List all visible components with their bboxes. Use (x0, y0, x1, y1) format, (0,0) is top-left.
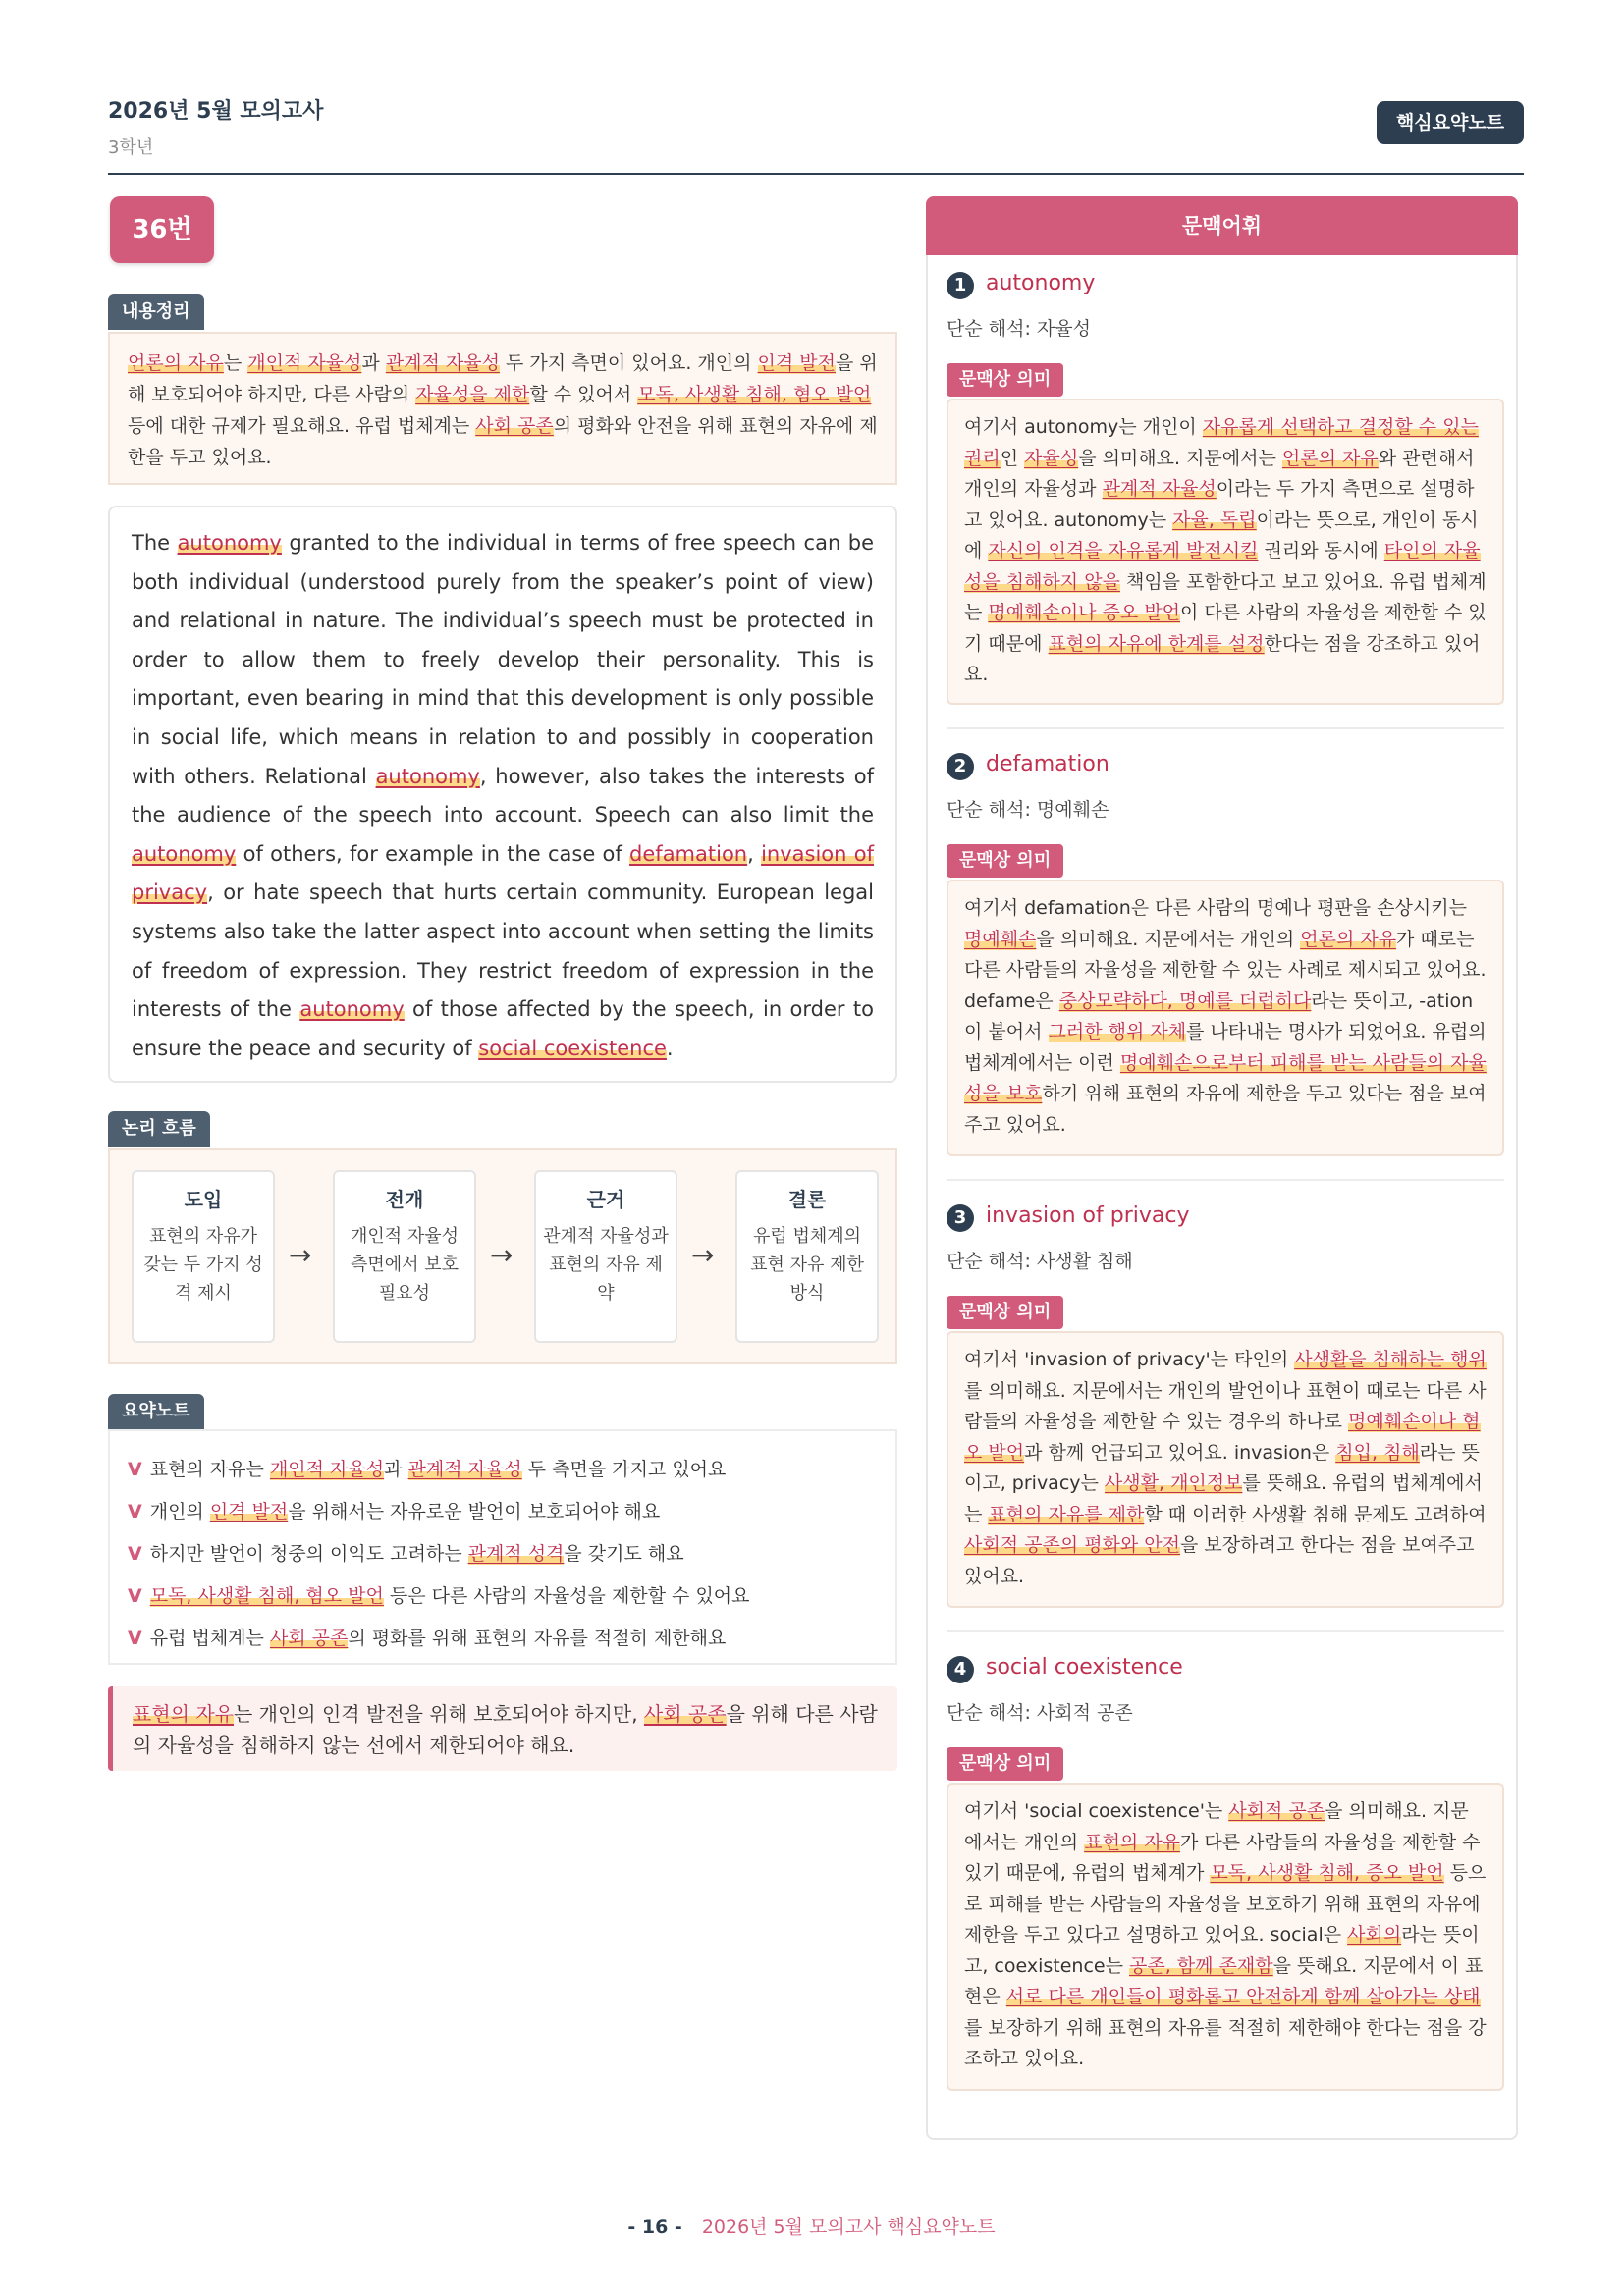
vocab-number: 3 (947, 1204, 974, 1232)
vocab-number: 2 (947, 753, 974, 780)
vocab-simple-meaning: 단순 해석: 사회적 공존 (947, 1702, 1133, 1724)
highlighted-term: 인격 발전 (757, 352, 836, 374)
text-segment: 할 때 이러한 사생활 침해 문제도 고려하여 (1144, 1503, 1487, 1525)
highlighted-term: defamation (629, 841, 748, 866)
note-text (150, 1628, 727, 1649)
highlighted-term: 모독, 사생활 침해, 혐오 발언 (149, 1585, 384, 1607)
text-segment: 개인의 (149, 1501, 210, 1522)
text-segment: 이 다른 사람의 자율성을 제한할 수 있기 때문에 (964, 602, 1487, 655)
text-segment: 을 의미해요. 지문에서는 개인의 (1036, 928, 1301, 950)
footer-title: 2026년 5월 모의고사 핵심요약노트 (701, 2216, 996, 2238)
text-segment: 을 갖기도 해요 (564, 1543, 684, 1565)
check-icon: V (128, 1628, 142, 1649)
highlighted-term: 관계적 자율성 (407, 1459, 522, 1480)
text-segment: 가 다른 사람들의 자율성을 제한할 수 있기 때문에, 유럽의 법체계가 (964, 1831, 1481, 1884)
highlighted-term: 중상모략하다, 명예를 더럽히다 (1058, 989, 1312, 1012)
note-item (128, 1533, 878, 1575)
flow-step-evidence (534, 1170, 677, 1343)
highlighted-term: 모독, 사생활 침해, 증오 발언 (1210, 1862, 1444, 1884)
text-segment: of others, for example in the case of (236, 841, 630, 866)
text-segment: 를 의미해요. 지문에서는 개인의 발언이나 표현이 때로는 다른 사람들의 자율성을 제한할 수 있는 경우의 하나로 (964, 1379, 1487, 1432)
content-summary-tag: 내용정리 (108, 294, 204, 330)
context-meaning-tag: 문맥상 의미 (947, 363, 1063, 397)
vocab-context-box (947, 1783, 1504, 2091)
text-segment: 과 (384, 1459, 408, 1480)
highlighted-term: 사회 공존 (269, 1628, 349, 1649)
highlighted-term: 사회 공존 (475, 415, 554, 437)
note-item (128, 1491, 878, 1533)
text-segment: , however, also takes the interests of the audience of the speech into account. Speech can also limit the (132, 764, 875, 828)
grade-label: 3학년 (108, 137, 154, 158)
flow-step-title: 도입 (184, 1188, 223, 1211)
highlighted-term: 타인의 자율성을 침해하지 않을 (964, 540, 1481, 593)
vocab-context-box (947, 1331, 1504, 1608)
highlighted-term: 사회 공존 (643, 1702, 727, 1726)
summary-notes-list (108, 1429, 897, 1665)
highlighted-term: 명예훼손 (964, 928, 1037, 950)
highlighted-term: 개인적 자율성 (269, 1459, 385, 1480)
highlighted-term: 표현의 자유 (1084, 1831, 1181, 1853)
text-segment: 를 뜻해요. 유럽의 법체계에서는 (964, 1472, 1483, 1525)
context-meaning-tag: 문맥상 의미 (947, 844, 1063, 878)
highlighted-term: 자유롭게 선택하고 결정할 수 있는 권리 (964, 416, 1479, 469)
text-segment: 는 개인의 인격 발전을 위해 보호되어야 하지만, (233, 1702, 644, 1726)
text-segment: 등으로 피해를 받는 사람들의 자율성을 보호하기 위해 표현의 자유에 제한을 두고 있다고 설명하고 있어요. social은 (964, 1862, 1487, 1946)
text-segment: 는 (223, 352, 248, 374)
flow-step-development (333, 1170, 476, 1343)
flow-step-desc: 표현의 자유가 갖는 두 가지 성격 제시 (143, 1226, 263, 1304)
text-segment: granted to the individual in terms of free speech can be both individual (understood purely from the speaker’s point of view) and relational in nature. The individual’s speech must be protected in order to allow them to freely develop their personality. This is important, even bearing in mind that this development is only possible in social life, which means in relation to and possibly in cooperation with others. Relational (132, 531, 875, 788)
text-segment: 유럽 법체계는 (149, 1628, 270, 1649)
highlighted-term: 사생활, 개인정보 (1104, 1472, 1243, 1494)
content-summary-text (128, 347, 878, 473)
text-segment: 하지만 발언이 청중의 이익도 고려하는 (149, 1543, 468, 1565)
vocab-simple-meaning: 단순 해석: 사생활 침해 (947, 1251, 1133, 1272)
text-segment: 이라는 두 가지 측면으로 설명하고 있어요. autonomy는 (964, 478, 1475, 531)
highlighted-term: 표현의 자유에 한계를 설정 (1048, 632, 1265, 655)
text-segment: 을 보장하려고 한다는 점을 보여주고 있어요. (964, 1534, 1475, 1587)
text-segment: of those affected by the speech, in order to ensure the peace and security of (132, 997, 874, 1060)
text-segment: 의 평화와 안전을 위해 표현의 자유에 제한을 두고 있어요. (128, 415, 878, 468)
text-segment: 여기서 'social coexistence'는 (964, 1800, 1229, 1822)
highlighted-term: invasion of privacy (132, 841, 874, 905)
highlighted-term: 표현의 자유를 제한 (988, 1503, 1145, 1525)
text-segment: 을 의미해요. 지문에서는 개인의 (964, 1800, 1469, 1853)
highlighted-term: 인격 발전 (209, 1501, 289, 1522)
note-text (150, 1459, 727, 1480)
highlighted-term: 개인적 자율성 (247, 352, 362, 374)
check-icon: V (128, 1585, 142, 1607)
passage-text (132, 524, 874, 1068)
highlighted-term: 침입, 침해 (1335, 1441, 1420, 1464)
text-segment: 와 관련해서 개인의 자율성과 (964, 447, 1475, 500)
text-segment: 여기서 autonomy는 개인이 (964, 416, 1203, 438)
text-segment: 라는 뜻이고, -ation이 붙어서 (964, 989, 1474, 1042)
vocab-context-text (964, 412, 1487, 691)
flow-step-conclusion (735, 1170, 879, 1343)
highlighted-term: 자율성을 제한 (415, 384, 530, 405)
note-text (150, 1585, 750, 1607)
vocab-context-text (964, 1796, 1487, 2075)
flow-step-desc: 유럽 법체계의 표현 자유 제한 방식 (750, 1226, 864, 1304)
text-segment: . (666, 1036, 674, 1060)
highlighted-term: 명예훼손이나 증오 발언 (988, 602, 1181, 623)
vocab-word: defamation (986, 752, 1109, 776)
highlighted-term: 자율성 (1024, 447, 1079, 469)
text-segment: 의 평화를 위해 표현의 자유를 적절히 제한해요 (348, 1628, 727, 1649)
highlighted-term: 표현의 자유 (133, 1702, 234, 1726)
highlighted-term: 자율, 독립 (1172, 508, 1257, 531)
english-passage (108, 506, 897, 1083)
vocab-divider (947, 1630, 1504, 1632)
text-segment: 두 가지 측면이 있어요. 개인의 (499, 352, 758, 374)
vocab-context-text (964, 1345, 1487, 1592)
text-segment: 를 보장하기 위해 표현의 자유를 적절히 제한해야 한다는 점을 강조하고 있어요. (964, 2016, 1487, 2069)
note-text (150, 1543, 684, 1565)
check-icon: V (128, 1459, 142, 1480)
vocab-word: social coexistence (986, 1655, 1183, 1680)
text-segment: 과 (361, 352, 386, 374)
logic-flow-tag: 논리 흐름 (108, 1111, 210, 1147)
text-segment: 등에 대한 규제가 필요해요. 유럽 법체계는 (128, 415, 476, 437)
page-number: - 16 - (627, 2216, 682, 2238)
vocab-divider (947, 727, 1504, 729)
text-segment: 을 의미해요. 지문에서는 (1078, 447, 1282, 469)
note-item (128, 1575, 878, 1618)
text-segment: 등은 다른 사람의 자율성을 제한할 수 있어요 (383, 1585, 750, 1607)
flow-step-intro (132, 1170, 275, 1343)
text-segment: 을 뜻해요. 지문에서 이 표현은 (964, 1954, 1484, 2007)
text-segment: 할 수 있어서 (529, 384, 638, 405)
vocab-context-box (947, 399, 1504, 705)
highlighted-term: 명예훼손으로부터 피해를 받는 사람들의 자율성을 보호 (964, 1051, 1487, 1104)
highlighted-term: 사회적 공존의 평화와 안전 (964, 1534, 1181, 1556)
summary-note-tag: 요약노트 (108, 1394, 204, 1429)
check-icon: V (128, 1501, 142, 1522)
vocab-word: autonomy (986, 271, 1096, 295)
text-segment: 표현의 자유는 (149, 1459, 270, 1480)
text-segment: 를 나타내는 명사가 되었어요. 유럽의 법체계에서는 이런 (964, 1021, 1487, 1074)
highlighted-term: autonomy (177, 531, 282, 555)
text-segment: The (132, 531, 178, 555)
text-segment: 권리와 동시에 (1258, 540, 1384, 561)
highlighted-term: autonomy (375, 764, 480, 788)
highlighted-term: 사생활을 침해하는 행위 (1294, 1349, 1487, 1370)
highlighted-term: 관계적 성격 (467, 1543, 565, 1565)
question-number-badge: 36번 (110, 196, 214, 263)
text-segment: 가 때로는 다른 사람들의 자율성을 제한할 수 있는 사례로 제시되고 있어요. defame은 (964, 928, 1487, 1012)
highlighted-term: 명예훼손이나 혐오 발언 (964, 1411, 1481, 1464)
vocab-number: 4 (947, 1656, 974, 1683)
text-segment: 이라는 뜻으로, 개인이 동시에 (964, 508, 1479, 561)
text-segment: 한다는 점을 강조하고 있어요. (964, 632, 1481, 685)
text-segment: 여기서 defamation은 다른 사람의 명예나 평판을 손상시키는 (964, 897, 1467, 919)
logic-flow-box (108, 1148, 897, 1364)
highlighted-term: 언론의 자유 (1281, 447, 1379, 469)
text-segment: , (747, 841, 762, 866)
flow-step-title: 결론 (787, 1188, 827, 1211)
vocab-simple-meaning: 단순 해석: 자율성 (947, 318, 1091, 340)
highlighted-term: 그러한 행위 자체 (1048, 1021, 1187, 1042)
vocab-simple-meaning: 단순 해석: 명예훼손 (947, 799, 1109, 821)
check-icon: V (128, 1543, 142, 1565)
right-arrow-icon: → (691, 1239, 715, 1271)
flow-step-desc: 관계적 자율성과 표현의 자유 제약 (543, 1226, 669, 1304)
note-item (128, 1618, 878, 1660)
vocab-word: invasion of privacy (986, 1203, 1190, 1228)
highlighted-term: autonomy (132, 841, 237, 866)
exam-title: 2026년 5월 모의고사 (108, 99, 324, 124)
context-meaning-tag: 문맥상 의미 (947, 1747, 1063, 1781)
conclusion-callout (108, 1686, 897, 1771)
text-segment: 두 측면을 가지고 있어요 (521, 1459, 727, 1480)
page-footer (0, 2213, 1623, 2239)
header-divider (108, 173, 1524, 175)
text-segment: 을 위해 다른 사람의 자율성을 침해하지 않는 선에서 제한되어야 해요. (133, 1702, 878, 1757)
highlighted-term: 언론의 자유 (1300, 928, 1397, 950)
text-segment: 을 위해 보호되어야 하지만, 다른 사람의 (128, 352, 878, 405)
text-segment: 하기 위해 표현의 자유에 제한을 두고 있다는 점을 보여주고 있어요. (964, 1083, 1487, 1136)
context-vocab-header: 문맥어휘 (926, 196, 1518, 255)
vocab-number: 1 (947, 272, 974, 299)
highlighted-term: 모독, 사생활 침해, 혐오 발언 (637, 384, 872, 405)
summary-note-badge: 핵심요약노트 (1377, 101, 1524, 144)
conclusion-text (133, 1698, 878, 1761)
flow-step-title: 전개 (385, 1188, 424, 1211)
flow-step-desc: 개인적 자율성 측면에서 보호 필요성 (350, 1226, 460, 1304)
context-meaning-tag: 문맥상 의미 (947, 1296, 1063, 1329)
highlighted-term: 관계적 자율성 (1102, 478, 1217, 500)
highlighted-term: 사회의 (1347, 1924, 1402, 1946)
text-segment: 라는 뜻이고, privacy는 (964, 1441, 1480, 1494)
highlighted-term: 서로 다른 개인들이 평화롭고 안전하게 함께 살아가는 상태 (1005, 1986, 1481, 2007)
flow-step-title: 근거 (586, 1188, 625, 1211)
vocab-context-text (964, 893, 1487, 1141)
highlighted-term: 공존, 함께 존재함 (1129, 1954, 1273, 1977)
note-item (128, 1449, 878, 1491)
vocab-divider (947, 1179, 1504, 1181)
note-text (150, 1501, 661, 1522)
highlighted-term: autonomy (299, 997, 405, 1022)
text-segment: 인 (1000, 447, 1025, 469)
text-segment: 책임을 포함한다고 보고 있어요. 유럽 법체계는 (964, 570, 1487, 623)
highlighted-term: 자신의 인격을 자유롭게 발전시킬 (988, 540, 1259, 561)
right-arrow-icon: → (289, 1239, 312, 1271)
text-segment: 과 함께 언급되고 있어요. invasion은 (1024, 1441, 1336, 1464)
highlighted-term: 사회적 공존 (1228, 1800, 1325, 1822)
highlighted-term: social coexistence (478, 1036, 667, 1060)
vocab-context-box (947, 880, 1504, 1156)
text-segment: 라는 뜻이고, coexistence는 (964, 1924, 1480, 1977)
content-summary-box (108, 332, 897, 485)
right-arrow-icon: → (490, 1239, 514, 1271)
text-segment: 을 위해서는 자유로운 발언이 보호되어야 해요 (288, 1501, 661, 1522)
highlighted-term: 언론의 자유 (128, 352, 224, 374)
highlighted-term: 관계적 자율성 (385, 352, 500, 374)
text-segment: 여기서 'invasion of privacy'는 타인의 (964, 1349, 1295, 1370)
text-segment: , or hate speech that hurts certain community. European legal systems also take the latter aspect into account when setting the limits of freedom of expression. They restrict freedom of expression in the interests of the (132, 881, 874, 1022)
